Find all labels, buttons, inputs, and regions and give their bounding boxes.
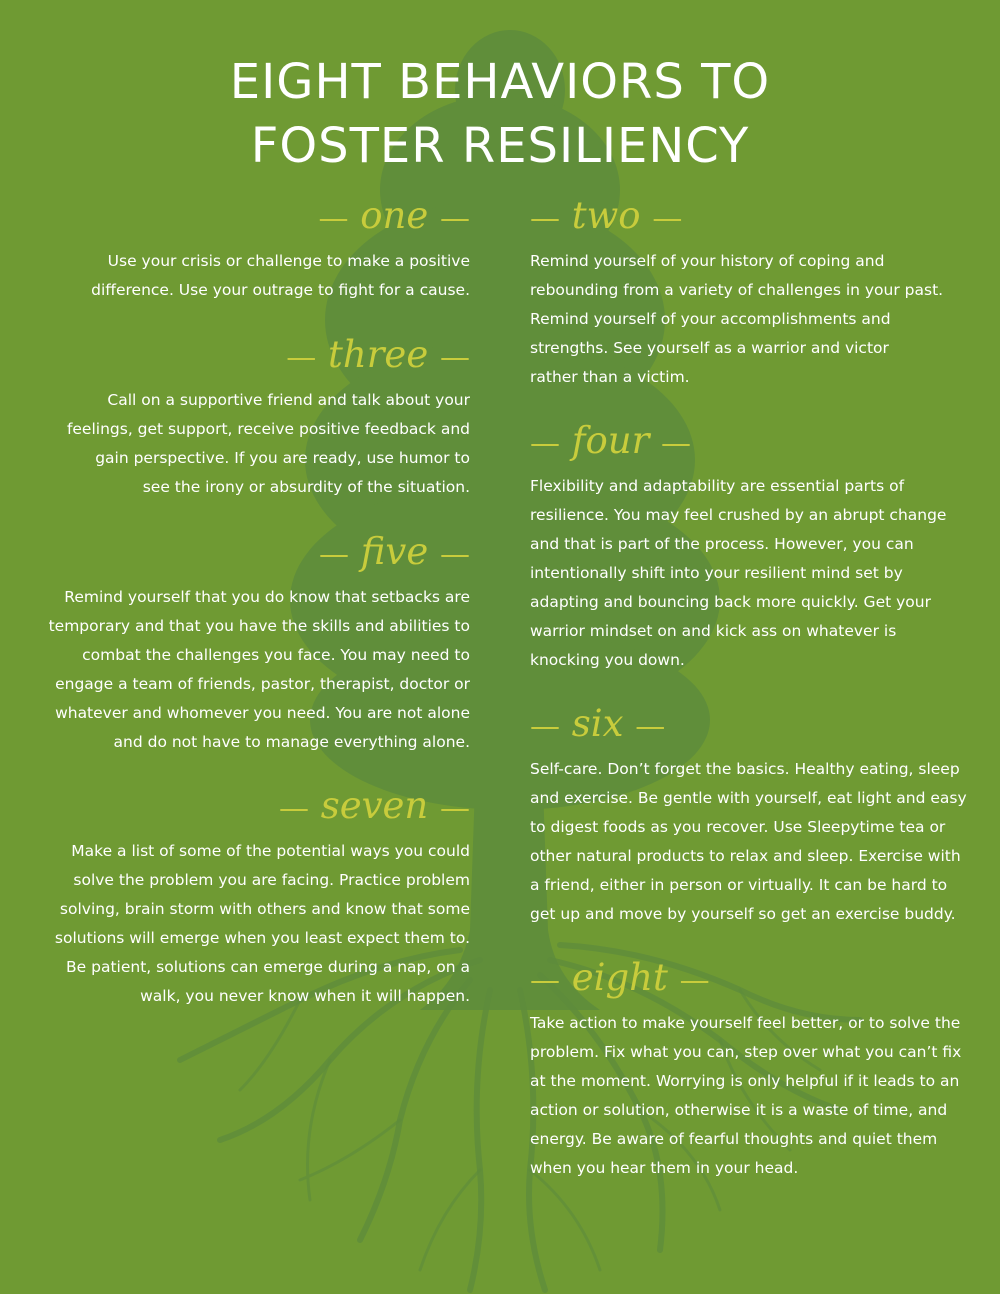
behavior-text: Remind yourself that you do know that setbacks are temporary and that you have the skills and abilities to combat the challenges you face. You may need to engage a team of friends, pastor, therapist, doctor or whatever and whomever you need. You are not alone and do not have to manage everything alone. [48, 588, 470, 751]
title-line-2: FOSTER RESILIENCY [250, 118, 750, 174]
behavior-number: two [571, 194, 641, 237]
behavior-text: Make a list of some of the potential ways you could solve the problem you are facing. Practice problem solving, brain storm with others and know that some solutions will emerge when you least expect them to. Be patient, solutions can emerge during a nap, on a walk, you never know when it will happen. [54, 842, 470, 1005]
behavior-five [49, 532, 470, 757]
behavior-heading: — six — [530, 702, 666, 745]
behavior-number: three [328, 333, 429, 376]
behavior-one [91, 196, 470, 305]
behavior-heading: — seven — [278, 784, 470, 827]
behavior-number: four [571, 419, 650, 462]
title-line-1: EIGHT BEHAVIORS TO [229, 54, 771, 110]
behavior-heading: — four — [530, 419, 692, 462]
behavior-seven [55, 786, 470, 1011]
behavior-text: Use your crisis or challenge to make a positive difference. Use your outrage to fight for a cause. [91, 252, 470, 299]
behavior-four [530, 421, 946, 675]
behavior-two [530, 196, 943, 392]
page-title [0, 50, 1000, 178]
behavior-heading: — one — [318, 194, 470, 237]
behavior-number: five [360, 530, 429, 573]
behavior-heading: — five — [318, 530, 470, 573]
behavior-text: Call on a supportive friend and talk about your feelings, get support, receive positive feedback and gain perspective. If you are ready, use humor to see the irony or absurdity of the situation. [66, 391, 470, 496]
behavior-number: one [360, 194, 429, 237]
behavior-number: seven [320, 784, 429, 827]
behavior-heading: — two — [530, 194, 683, 237]
behavior-heading: — three — [286, 333, 470, 376]
behavior-six [530, 704, 967, 929]
behavior-number: eight [571, 956, 668, 999]
behavior-text: Remind yourself of your history of coping and rebounding from a variety of challenges in your past. Remind yourself of your accomplishments and strengths. See yourself as a warrior and victor rather than a victim. [530, 252, 944, 386]
behavior-three [67, 335, 470, 502]
behavior-text: Self-care. Don’t forget the basics. Healthy eating, sleep and exercise. Be gentle with yourself, eat light and easy to digest foods as you recover. Use Sleepytime tea or other natural products to relax and sleep. Exercise with a friend, either in person or virtually. It can be hard to get up and move by yourself so get an exercise buddy. [530, 760, 967, 923]
behavior-text: Flexibility and adaptability are essential parts of resilience. You may feel crushed by an abrupt change and that is part of the process. However, you can intentionally shift into your resilient mind set by adapting and bouncing back more quickly. Get your warrior mindset on and kick ass on whatever is knocking you down. [530, 477, 947, 669]
behavior-eight [530, 958, 961, 1183]
behavior-number: six [571, 702, 624, 745]
behavior-text: Take action to make yourself feel better, or to solve the problem. Fix what you can, step over what you can’t fix at the moment. Worrying is only helpful if it leads to an action or solution, otherwise it is a waste of time, and energy. Be aware of fearful thoughts and quiet them when you hear them in your head. [530, 1014, 962, 1177]
behavior-heading: — eight — [530, 956, 710, 999]
